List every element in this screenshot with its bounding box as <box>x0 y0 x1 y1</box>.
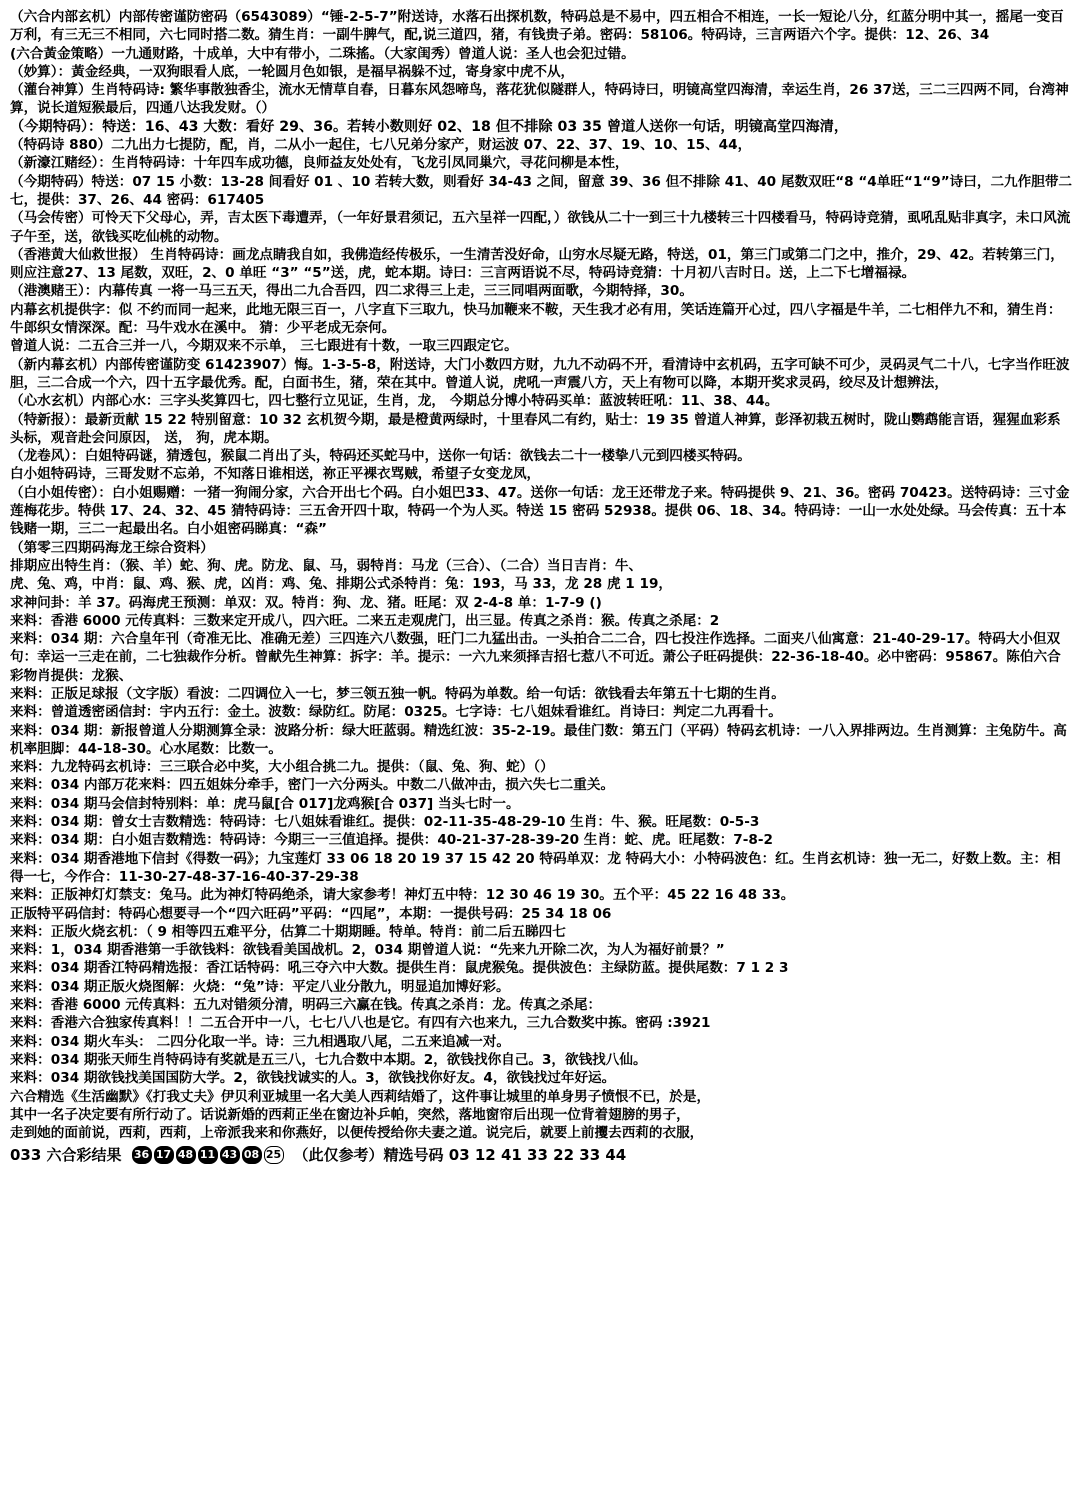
result-ball: 48 <box>176 1146 196 1164</box>
result-ball: 11 <box>198 1146 218 1164</box>
result-ball: 17 <box>154 1146 174 1164</box>
paragraph: （灌台神算）生肖特码诗: 繁华事散独香尘，流水无情草自春，日暮东风怨啼鸟，落花犹似隧群人，特码诗曰，明镜高堂四海清，幸运生肖，26 37送，三二三四两不同，台湾神算，说长道短猴最后，四通八达我发财。（） <box>10 82 1069 117</box>
text-body <box>10 8 1074 1142</box>
paragraph: 来料：034 期欲钱找美国国防大学。2，欲钱找诚实的人。3，欲钱找你好友。4，欲钱找过年好运。 <box>10 1070 616 1087</box>
paragraph: （今期特码）：特送：16、43 大数：看好 29、36。若转小数则好 02、18 但不排除 03 35 曾道人送你一句话，明镜高堂四海清， <box>10 118 849 135</box>
paragraph: （新内幕玄机）内部传密谨防变 61423907）悔。1-3-5-8，附送诗，大门小数四方财，九九不动码不开，看清诗中玄机码，五字可缺不可少，灵码灵气二十八，七字当作旺波胆，三二合成一个六，四十五字最优秀。配，白面书生，猪，荣在其中。曾道人说，虎吼一声震八方，天上有物可以降，本期开奖求灵码，绞尽及计想辨法， <box>10 356 1070 391</box>
paragraph: 来料：香港 6000 元传真料：五九对错须分清，明码三六赢在钱。传真之杀肖：龙。传真之杀尾： <box>10 997 602 1014</box>
paragraph: 正版特平码信封：特码心想要寻一个“四六旺码”平码：“四尾”，本期：一提供号码：25 34 18 06 <box>10 905 612 922</box>
result-ball: 36 <box>132 1146 152 1164</box>
paragraph: 白小姐特码诗，三哥发财不忘弟，不知落日谁相送，祢正平裸衣骂贼，希望子女变龙凤， <box>10 466 541 483</box>
result-ball-special: 25 <box>264 1146 284 1164</box>
paragraph: （白小姐传密）：白小姐赐赠：一猪一狗闹分家，六合开出七个码。白小姐巴33、47。送你一句话：龙王还带龙子来。特码提供 9、21、36。密码 70423。送特码诗：三寸金莲梅花步。特供 17、24、32、45 猜特码诗：三五舍开四十取，特码一个为人买。特送 15 密码 52938。提供 06、18、34。特码诗：一山一水处处绿。马会传真：五十本钱赌一期，三二一起最出名。白小姐密码睇真：“森” <box>10 484 1070 538</box>
paragraph: 来料：曾道透密函信封：宇内五行：金土。波数：绿防红。防尾：0325。七字诗：七八姐妹看谁红。肖诗曰：判定二九再看十。 <box>10 704 782 721</box>
paragraph: 来料：034 期：新报曾道人分期测算全录：波路分析：绿大旺蓝弱。精选红波：35-2-19。最佳门数：第五门（平码）特码玄机诗：一八入界排两边。生肖测算：主兔防牛。高机率胆脚：44-18-30。心水尾数：比数一。 <box>10 722 1067 757</box>
result-balls <box>132 1146 284 1164</box>
paragraph: （香港黄大仙救世报） 生肖特码诗：画龙点睛我自如，我佛造经传极乐，一生清苦没好命，山穷水尽疑无路，特送，01，第三门或第二门之中，推介，29、42。若转第三门，则应注意27、13 尾数，双旺，2、0 单旺 “3” “5”送，虎，蛇本期。诗曰：三言两语说不尽，特码诗竞猜：十月初八吉时日。送，上二下七增福禄。 <box>10 246 1064 282</box>
paragraph: 来料：034 期火车头： 二四分化取一半。诗：三九相遇取八尾，二五来追减一对。 <box>10 1033 511 1050</box>
paragraph: 来料：034 期马会信封特别料：单：虎马鼠[合 017]龙鸡猴[合 037] 当头七时一。 <box>10 795 520 812</box>
paragraph: （特新报）：最新贡献 15 22 特别留意：10 32 玄机贺今期，最是橙黄两绿时，十里春风二有约，贴士：19 35 曾道人神算，彭泽初栽五树时，陇山鹦鹉能言语，猩猩血彩系头标，观音赴会问原因， 送， 狗，虎本期。 <box>10 411 1061 446</box>
result-ball: 43 <box>220 1146 240 1164</box>
paragraph: 求神问卦：羊 37。码海虎王预测：单双：双。特肖：狗、龙、猪。旺尾：双 2-4-8 单：1-7-9 () <box>10 594 602 611</box>
paragraph: 来料：034 期：白小姐吉数精选：特码诗：今期三一三值追择。提供：40-21-37-28-39-20 生肖：蛇、虎。旺尾数：7-8-2 <box>10 832 773 849</box>
paragraph: 来料：034 期张天师生肖特码诗有奖就是五三八，七九合数中本期。2，欲钱找你自己。3，欲钱找八仙。 <box>10 1051 647 1068</box>
paragraph: （新濠江赌经）：生肖特码诗：十年四车成功德，良师益友处处有，飞龙引凤同巢穴，寻花问柳是本性， <box>10 155 629 172</box>
paragraph: （特码诗 880）二九出力七提防，配，肖，二从小一起住，七八兄弟分家产，财运波 07、22、37、19、10、15、44， <box>10 137 752 154</box>
paragraph: 来料：1，034 期香港第一手欲钱料：欲钱看美国战机。2，034 期曾道人说：“先来九开除二次，为人为福好前景？” <box>10 942 725 959</box>
paragraph: （龙卷风）：白姐特码谜，猜透包，猴鼠二肖出了头，特码还买蛇马中，送你一句话：欲钱去二十一楼挚八元到四楼买特码。 <box>10 448 751 465</box>
paragraph: 来料：034 期：六合皇年刊（奇准无比、准确无差）三四连六八数强，旺门二九猛出击。一头拍合二二合，四七投注作选择。二面夹八仙寓意：21-40-29-17。特码大小但双句：幸运一三走在前，二七独裁作分析。曾献先生神算：拆字：羊。提示：一六九来须择吉招七惹八不可近。萧公子旺码提供：22-36-18-40。必中密码：95867。陈伯六合彩物肖提供：龙猴、 <box>10 631 1061 684</box>
paragraph: 来料：九龙特码玄机诗：三三联合必中奖，大小组合挑二九。提供：（鼠、兔、狗、蛇）（） <box>10 759 554 776</box>
section-heading: （第零三四期码海龙王综合资料） <box>10 539 214 556</box>
paragraph: （六合内部玄机）内部传密谨防密码（6543089）“锤-2-5-7”附送诗，水落石出探机数，特码总是不易中，四五相合不相连，一长一短论八分，红蓝分明中其一，摇尾一变百万利，有三无三不相同，六七同时搭二数。猜生肖：一副牛脾气，配,说三道四，猪，有钱贵子弟。密码：58106。特码诗，三言两语六个字。提供：12、26、34 <box>10 9 1064 44</box>
result-ball: 08 <box>242 1146 262 1164</box>
paragraph: （今期特码）特送：07 15 小数：13-28 间看好 01 、10 若转大数，则看好 34-43 之间，留意 39、36 但不排除 41、40 尾数双旺“8 “4单旺“1“9”诗曰，二九作胆带二七，提供：37、26、44 密码：617405 <box>10 173 1073 208</box>
paragraph: 来料：香港六合独家传真料！！二五合开中一八，七七八八也是它。有四有六也来九，三九合数奖中拣。密码 :3921 <box>10 1015 711 1032</box>
results-label: 033 六合彩结果 <box>10 1146 122 1165</box>
paragraph: 来料：香港 6000 元传真料：三数来定开成八，四六旺。二来五走观虎门，出三显。传真之杀肖：猴。传真之杀尾：2 <box>10 612 720 629</box>
paragraph: 六合精选《生活幽默》《打我丈夫》伊贝利亚城里一名大美人西莉结婚了，这件事让城里的单身男子愤恨不已，於是， <box>10 1088 711 1105</box>
paragraph: 走到她的面前说，西莉，西莉，上帝派我来和你燕好，以便传授给你夫妻之道。说完后，就要上前攫去西莉的衣服， <box>10 1125 704 1142</box>
paragraph: 其中一名子决定要有所行动了。话说新婚的西莉正坐在窗边补乒帕，突然，落地窗帘后出现一位背着翅膀的男子， <box>10 1106 690 1123</box>
paragraph: 来料：正版火烧玄机：（ 9 相等四五难平分，估算二十期期睡。特单。特肖：前二后五睇四七 <box>10 923 566 940</box>
paragraph: 来料：034 期正版火烧图解：火烧：“兔”诗：平定八业分散九，明显追加博好彩。 <box>10 978 510 995</box>
reference-note: （此仅参考）精选号码 03 12 41 33 22 33 44 <box>293 1146 627 1165</box>
paragraph: 排期应出特生肖：（猴、羊）蛇、狗、虎。防龙、鼠、马，弱特肖：马龙（三合）、（二合）当日吉肖：牛、 <box>10 557 643 574</box>
paragraph: （心水玄机）内部心水：三字头奖算四七，四七整行立见证，生肖，龙， 今期总分博小特码买单：蓝波转旺吼：11、38、44。 <box>10 393 779 410</box>
paragraph: （港澳赌王）：内幕传真 一将一马三五天，得出二九合吾四，四二求得三上走，三三同唱两面歌，今期特择，30。 <box>10 283 693 300</box>
paragraph: 内幕玄机提供字：似 不约而同一起来，此地无限三百一，八字直下三取九，快马加鞭来不鞍，天生我才必有用，笑话连篇开心过，四八字福是牛羊，二七相伴九不和，猜生肖：牛郎织女情深深。配：马牛戏水在溪中。 猜：少平老成无奈何。 <box>10 301 1062 337</box>
paragraph: 来料：034 期香港地下信封《得数一码》；九宝莲灯 33 06 18 20 19 37 15 42 20 特码单双：龙 特码大小：小特码波色：红。生肖玄机诗：独一无二，好数上数。主：相得一七，今作合：11-30-27-48-37-16-40-37-29-38 <box>10 850 1061 885</box>
paragraph: (六合黃金策略）一九通财路，十成单，大中有带小，二珠搖。（大家闺秀）曾道人说：圣人也会犯过错。 <box>10 45 635 62</box>
paragraph: 来料：正版神灯灯禁支：兔马。此为神灯特码绝杀，请大家参考！神灯五中特：12 30 46 19 30。五个平：45 22 16 48 33。 <box>10 887 795 904</box>
paragraph: 来料：034 内部万花来料：四五姐妹分牵手，密门一六分两头。中数二八做冲击，损六失七二重关。 <box>10 777 615 794</box>
results-footer <box>10 1144 1074 1166</box>
paragraph: 来料：034 期：曾女士吉数精选：特码诗：七八姐妹看谁红。提供：02-11-35-48-29-10 生肖：牛、猴。旺尾数：0-5-3 <box>10 814 760 831</box>
paragraph: 虎、兔、鸡，中肖：鼠、鸡、猴、虎，凶肖：鸡、兔、排期公式杀特肖：兔：193，马 33，龙 28 虎 1 19， <box>10 576 672 593</box>
paragraph: （马会传密）可怜天下父母心，弄，吉太医下毒遭弄，（一年好景君须记，五六呈祥一四配，）欲钱从二十一到三十九楼转三十四楼看马，特码诗竞猜，虱吼乱贴非真字，未口风流子午至，送，欲钱买吃仙桃的动物。 <box>10 210 1071 245</box>
paragraph: 来料：正版足球报（文字版）看波：二四调位入一七，梦三领五独一帆。特码为单数。给一句话：欲钱看去年第五十七期的生肖。 <box>10 685 785 702</box>
paragraph: 来料：034 期香江特码精选报：香江话特码：吼三夺六中大数。提供生肖：鼠虎猴兔。提供波色：主绿防蓝。提供尾数：7 1 2 3 <box>10 960 789 977</box>
paragraph: （妙算）：黃金经典，一双狗眼看人底，一轮圆月色如银，是福早祸躲不过，寄身家中虎不从， <box>10 63 575 80</box>
paragraph: 曾道人说：二五合三并一八，今期双来不示单， 三七跟进有十数，一取三四跟定它。 <box>10 338 518 355</box>
